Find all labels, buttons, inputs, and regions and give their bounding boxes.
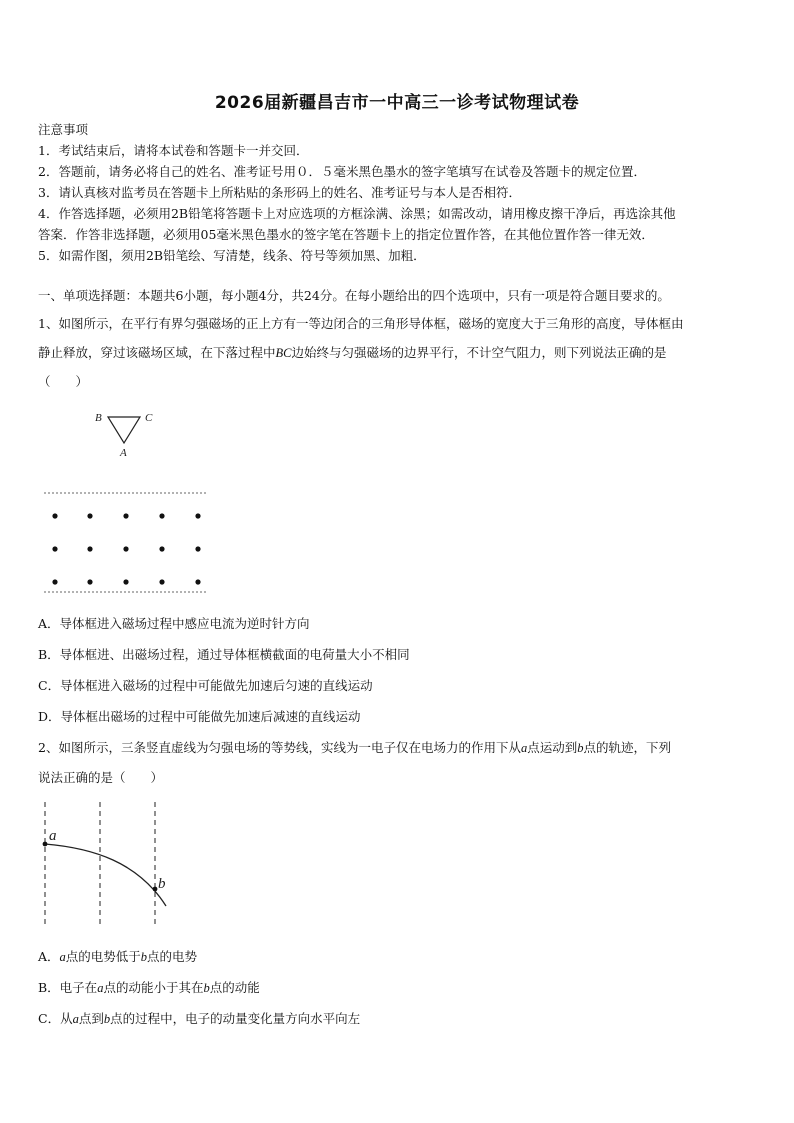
label-b: B: [95, 412, 102, 424]
q2-stem-line1: 2、如图所示，三条竖直虚线为匀强电场的等势线，实线为一电子仅在电场力的作用下从a点运动到b点的轨迹，下列: [38, 740, 671, 755]
notice-heading: 注意事项: [38, 122, 89, 137]
electron-trajectory: [45, 844, 166, 906]
q2-electric-field-figure: [38, 800, 173, 930]
q1-stem-line2: 静止释放，穿过该磁场区域，在下落过程中BC边始终与匀强磁场的边界平行，不计空气阻力，则下列说法正确的是: [38, 345, 667, 360]
q2-option-b: B．电子在a点的动能小于其在b点的动能: [38, 980, 260, 995]
q2-var-a: a: [520, 741, 528, 755]
field-dots: [52, 513, 200, 584]
q1-stem-line1: 1、如图所示，在平行有界匀强磁场的正上方有一等边闭合的三角形导体框，磁场的宽度大于三角形的高度，导体框由: [38, 316, 684, 331]
notice-item-4: 4．作答选择题，必须用2B铅笔将答题卡上对应选项的方框涂满、涂黑；如需改动，请用橡皮擦干净后，再选涂其他: [38, 206, 676, 221]
q1-var-bc: BC: [275, 346, 292, 360]
page-title: 2026届新疆昌吉市一中高三一诊考试物理试卷: [214, 93, 580, 113]
label-a: A: [120, 447, 127, 459]
notice-item-1: 1．考试结束后，请将本试卷和答题卡一并交回．: [38, 143, 309, 158]
q1-option-b: B．导体框进、出磁场过程，通过导体框横截面的电荷量大小不相同: [38, 647, 410, 662]
triangle-frame: [108, 417, 140, 443]
q1-option-c: C．导体框进入磁场的过程中可能做先加速后匀速的直线运动: [38, 678, 373, 693]
q2-option-c: C．从a点到b点的过程中，电子的动量变化量方向水平向左: [38, 1011, 361, 1026]
point-b: [153, 887, 158, 892]
q2-stem-line2: 说法正确的是（ ）: [38, 770, 164, 785]
notice-item-4-cont: 答案．作答非选择题，必须用05毫米黑色墨水的签字笔在答题卡上的指定位置作答，在其他位置作答一律无效．: [38, 227, 654, 242]
point-a: [43, 842, 48, 847]
q1-magnetic-field-figure: [40, 488, 215, 598]
label-c: C: [145, 412, 153, 424]
notice-item-5: 5．如需作图，须用2B铅笔绘、写清楚，线条、符号等须加黑、加粗．: [38, 248, 426, 263]
q2-var-b: b: [577, 741, 584, 755]
label-a: a: [49, 828, 57, 844]
q1-option-d: D．导体框出磁场的过程中可能做先加速后减速的直线运动: [38, 709, 361, 724]
notice-item-3: 3．请认真核对监考员在答题卡上所粘贴的条形码上的姓名、准考证号与本人是否相符．: [38, 185, 521, 200]
section-heading: 一、单项选择题：本题共6小题，每小题4分，共24分。在每小题给出的四个选项中，只有一项是符合题目要求的。: [38, 288, 670, 303]
notice-item-2: 2．答题前，请务必将自己的姓名、准考证号用０．５毫米黑色墨水的签字笔填写在试卷及答题卡的规定位置．: [38, 164, 646, 179]
q1-triangle-figure: [90, 405, 160, 460]
q1-bracket: （ ）: [38, 374, 89, 389]
q2-option-a: A．a点的电势低于b点的电势: [38, 949, 198, 964]
label-b: b: [158, 876, 166, 892]
q1-option-a: A．导体框进入磁场过程中感应电流为逆时针方向: [38, 616, 310, 631]
